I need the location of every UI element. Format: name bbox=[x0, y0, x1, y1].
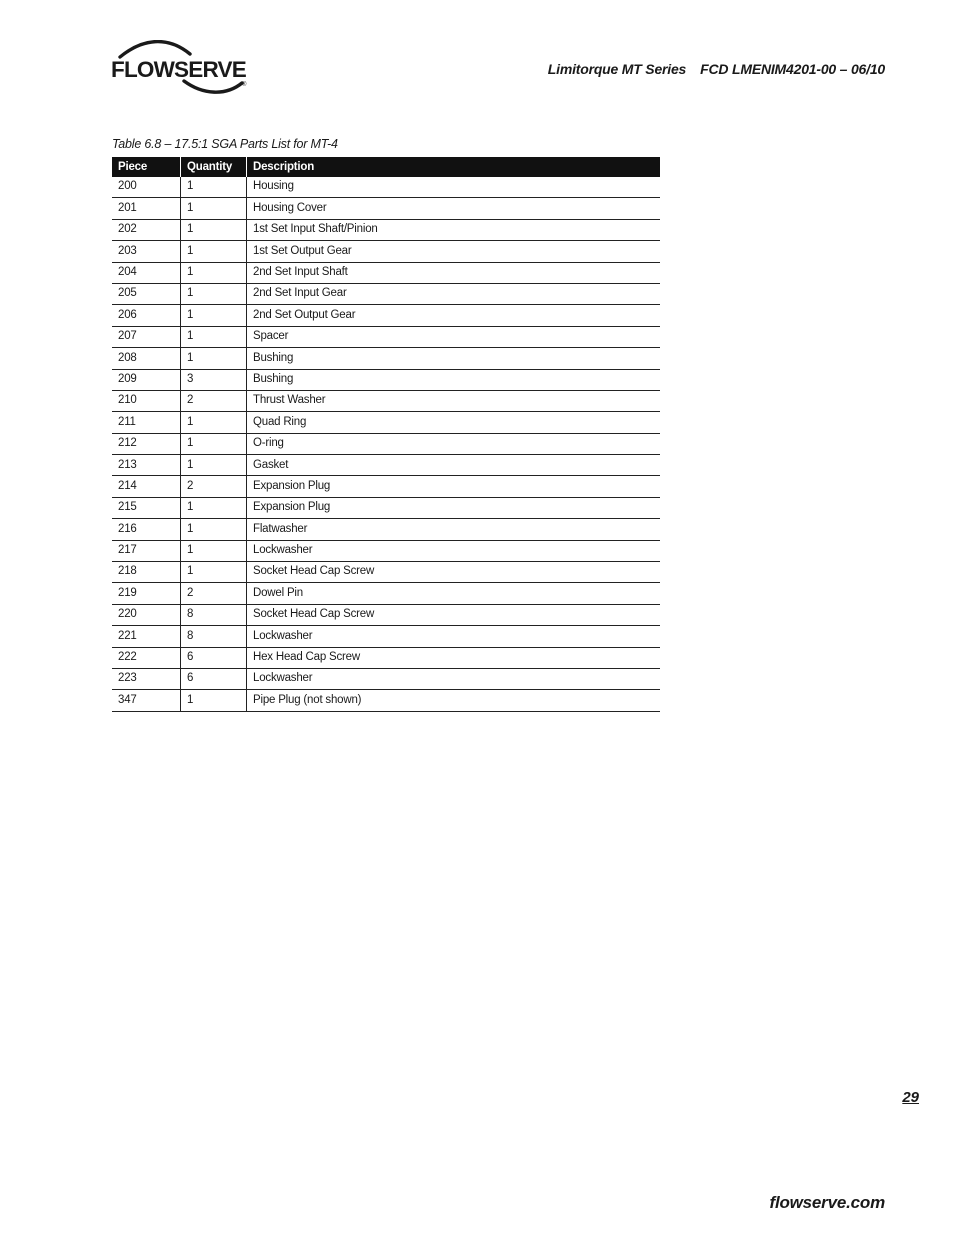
table-row bbox=[112, 326, 660, 347]
description-cell: Expansion Plug bbox=[247, 476, 661, 497]
quantity-cell: 1 bbox=[181, 305, 247, 326]
column-header-piece: Piece bbox=[112, 157, 181, 177]
quantity-cell: 1 bbox=[181, 348, 247, 369]
quantity-cell: 1 bbox=[181, 519, 247, 540]
piece-cell: 214 bbox=[112, 476, 181, 497]
table-row bbox=[112, 262, 660, 283]
parts-list-table bbox=[112, 157, 660, 712]
piece-cell: 347 bbox=[112, 690, 181, 711]
piece-cell: 204 bbox=[112, 262, 181, 283]
table-row bbox=[112, 583, 660, 604]
piece-cell: 218 bbox=[112, 562, 181, 583]
quantity-cell: 1 bbox=[181, 262, 247, 283]
table-row bbox=[112, 305, 660, 326]
piece-cell: 206 bbox=[112, 305, 181, 326]
table-row bbox=[112, 497, 660, 518]
description-cell: Gasket bbox=[247, 455, 661, 476]
header-doc-code: FCD LMENIM4201-00 – 06/10 bbox=[700, 61, 885, 77]
logo-lower-swoosh bbox=[184, 81, 242, 92]
description-cell: Pipe Plug (not shown) bbox=[247, 690, 661, 711]
description-cell: Housing bbox=[247, 177, 661, 198]
description-cell: 2nd Set Output Gear bbox=[247, 305, 661, 326]
quantity-cell: 8 bbox=[181, 604, 247, 625]
description-cell: Spacer bbox=[247, 326, 661, 347]
table-row bbox=[112, 198, 660, 219]
table-row bbox=[112, 219, 660, 240]
logo-wordmark: FLOWSERVE bbox=[111, 57, 246, 82]
description-cell: 1st Set Input Shaft/Pinion bbox=[247, 219, 661, 240]
quantity-cell: 1 bbox=[181, 540, 247, 561]
table-header-row bbox=[112, 157, 660, 177]
quantity-cell: 8 bbox=[181, 626, 247, 647]
piece-cell: 221 bbox=[112, 626, 181, 647]
description-cell: Thrust Washer bbox=[247, 390, 661, 411]
description-cell: 2nd Set Input Shaft bbox=[247, 262, 661, 283]
piece-cell: 220 bbox=[112, 604, 181, 625]
table-row bbox=[112, 690, 660, 711]
table-row bbox=[112, 369, 660, 390]
piece-cell: 207 bbox=[112, 326, 181, 347]
logo-registered-mark: ® bbox=[242, 82, 247, 88]
piece-cell: 200 bbox=[112, 177, 181, 198]
quantity-cell: 2 bbox=[181, 390, 247, 411]
quantity-cell: 1 bbox=[181, 177, 247, 198]
quantity-cell: 1 bbox=[181, 283, 247, 304]
piece-cell: 210 bbox=[112, 390, 181, 411]
description-cell: Hex Head Cap Screw bbox=[247, 647, 661, 668]
table-row bbox=[112, 562, 660, 583]
piece-cell: 209 bbox=[112, 369, 181, 390]
quantity-cell: 1 bbox=[181, 690, 247, 711]
quantity-cell: 1 bbox=[181, 412, 247, 433]
piece-cell: 203 bbox=[112, 241, 181, 262]
table-row bbox=[112, 241, 660, 262]
website-link[interactable]: flowserve.com bbox=[769, 1193, 885, 1212]
table-row bbox=[112, 476, 660, 497]
piece-cell: 219 bbox=[112, 583, 181, 604]
piece-cell: 211 bbox=[112, 412, 181, 433]
description-cell: Flatwasher bbox=[247, 519, 661, 540]
header-series: Limitorque MT Series bbox=[547, 61, 687, 77]
piece-cell: 222 bbox=[112, 647, 181, 668]
quantity-cell: 1 bbox=[181, 497, 247, 518]
column-header-quantity: Quantity bbox=[181, 157, 247, 177]
table-row bbox=[112, 455, 660, 476]
table-row bbox=[112, 647, 660, 668]
piece-cell: 212 bbox=[112, 433, 181, 454]
description-cell: O-ring bbox=[247, 433, 661, 454]
quantity-cell: 1 bbox=[181, 241, 247, 262]
description-cell: Housing Cover bbox=[247, 198, 661, 219]
table-row bbox=[112, 540, 660, 561]
description-cell: Dowel Pin bbox=[247, 583, 661, 604]
flowserve-logo bbox=[108, 40, 250, 98]
description-cell: Socket Head Cap Screw bbox=[247, 562, 661, 583]
description-cell: Lockwasher bbox=[247, 540, 661, 561]
quantity-cell: 2 bbox=[181, 476, 247, 497]
quantity-cell: 1 bbox=[181, 455, 247, 476]
piece-cell: 202 bbox=[112, 219, 181, 240]
piece-cell: 213 bbox=[112, 455, 181, 476]
column-header-description: Description bbox=[247, 157, 661, 177]
table-row bbox=[112, 412, 660, 433]
table-row bbox=[112, 177, 660, 198]
description-cell: Bushing bbox=[247, 348, 661, 369]
quantity-cell: 3 bbox=[181, 369, 247, 390]
piece-cell: 215 bbox=[112, 497, 181, 518]
piece-cell: 201 bbox=[112, 198, 181, 219]
page-number: 29 bbox=[902, 1089, 919, 1106]
description-cell: 2nd Set Input Gear bbox=[247, 283, 661, 304]
description-cell: Lockwasher bbox=[247, 668, 661, 689]
description-cell: Expansion Plug bbox=[247, 497, 661, 518]
quantity-cell: 1 bbox=[181, 562, 247, 583]
table-row bbox=[112, 390, 660, 411]
quantity-cell: 6 bbox=[181, 647, 247, 668]
table-row bbox=[112, 626, 660, 647]
piece-cell: 217 bbox=[112, 540, 181, 561]
description-cell: Lockwasher bbox=[247, 626, 661, 647]
quantity-cell: 1 bbox=[181, 198, 247, 219]
table-row bbox=[112, 283, 660, 304]
piece-cell: 208 bbox=[112, 348, 181, 369]
description-cell: 1st Set Output Gear bbox=[247, 241, 661, 262]
quantity-cell: 1 bbox=[181, 326, 247, 347]
quantity-cell: 1 bbox=[181, 219, 247, 240]
piece-cell: 205 bbox=[112, 283, 181, 304]
table-row bbox=[112, 519, 660, 540]
description-cell: Socket Head Cap Screw bbox=[247, 604, 661, 625]
quantity-cell: 6 bbox=[181, 668, 247, 689]
table-row bbox=[112, 604, 660, 625]
table-caption: Table 6.8 – 17.5:1 SGA Parts List for MT-4 bbox=[112, 137, 338, 151]
table-row bbox=[112, 668, 660, 689]
table-row bbox=[112, 433, 660, 454]
description-cell: Quad Ring bbox=[247, 412, 661, 433]
description-cell: Bushing bbox=[247, 369, 661, 390]
quantity-cell: 2 bbox=[181, 583, 247, 604]
table-row bbox=[112, 348, 660, 369]
piece-cell: 223 bbox=[112, 668, 181, 689]
piece-cell: 216 bbox=[112, 519, 181, 540]
table-body bbox=[112, 177, 660, 711]
document-header bbox=[548, 61, 885, 77]
logo-upper-swoosh bbox=[120, 42, 190, 57]
quantity-cell: 1 bbox=[181, 433, 247, 454]
